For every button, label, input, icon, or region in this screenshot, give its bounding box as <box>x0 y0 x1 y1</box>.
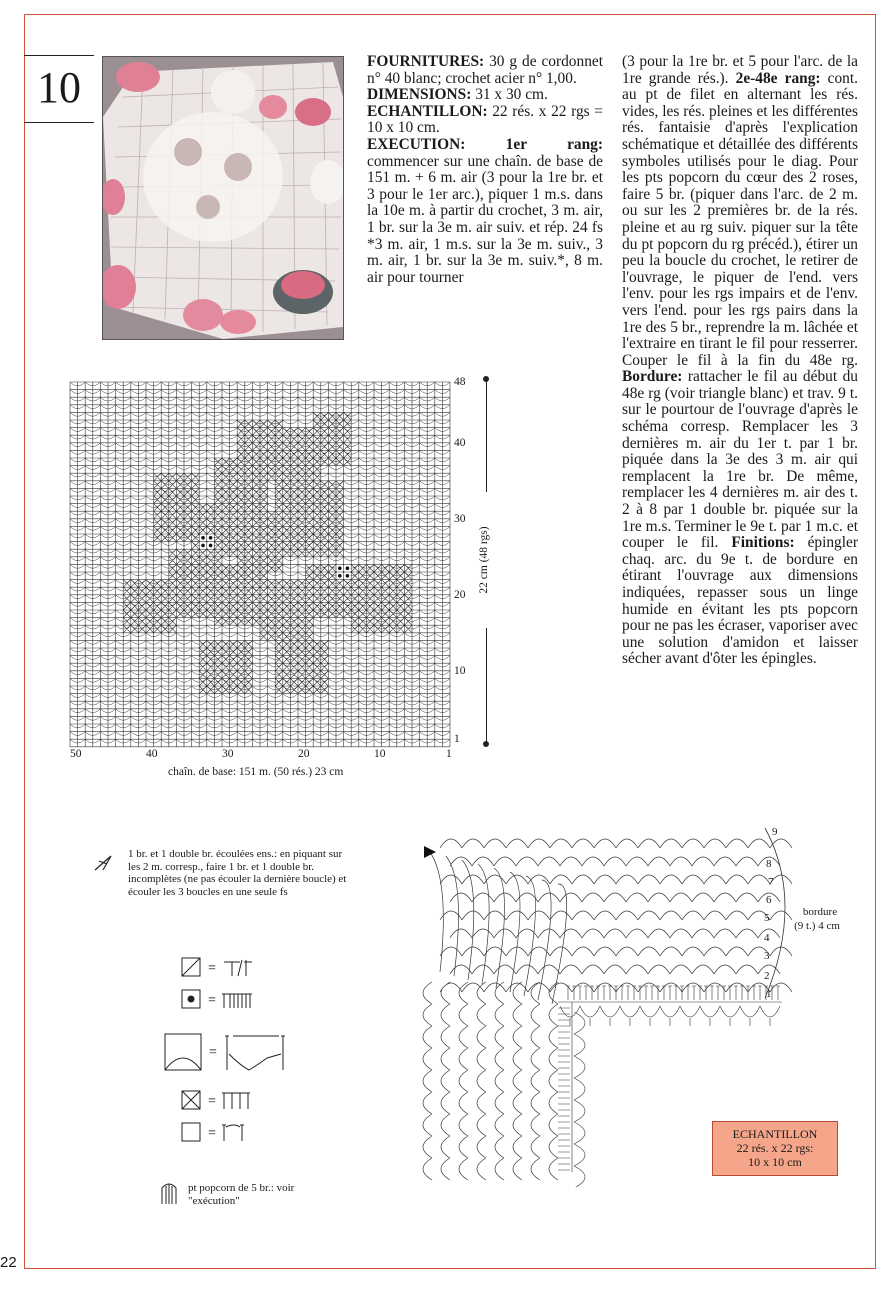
y-tick: 40 <box>454 437 466 449</box>
x-tick: 40 <box>146 748 158 760</box>
border-row-numbers <box>764 826 788 1006</box>
border-row-number: 8 <box>766 858 772 870</box>
dimension-dot-top <box>483 376 489 382</box>
legend-row-empty-square <box>180 1121 270 1143</box>
filet-chart <box>62 372 502 782</box>
legend-row-filled-square <box>180 1089 270 1111</box>
border-row-number: 6 <box>766 894 772 906</box>
svg-text:=: = <box>208 961 216 976</box>
y-tick: 48 <box>454 376 466 388</box>
page-number: 22 <box>0 1254 17 1271</box>
intro-text <box>367 54 603 286</box>
y-tick: 1 <box>454 733 460 745</box>
x-tick: 1 <box>446 748 452 760</box>
y-tick: 30 <box>454 513 466 525</box>
x-tick: 20 <box>298 748 310 760</box>
instr-part3: rattacher le fil au début du 48e rg (voir triangle blanc) et trav. 9 t. sur le pourtour de l'ouvrage d'après le schéma corresp. Remplacer les 3 dernières m. air du 1er t. par 1 br. piquée dans la 3e des 3 m. air qui remplacent la 1re br. De même, remplacer les 4 dernières m. air des t. 2 à 8 par 1 double br. piquée sur la 1re m.s. Terminer le 9e t. par 1 m.c. et couper le fil. <box>622 368 858 552</box>
y-tick: 20 <box>454 589 466 601</box>
supplies-text: 30 g de cordonnet n° 40 blanc; crochet acier n° 1,00. <box>367 53 603 87</box>
border-row-number: 3 <box>764 950 770 962</box>
gauge-label: ECHANTILLON: <box>367 102 488 120</box>
dimensions-label: DIMENSIONS: <box>367 86 472 104</box>
sample-line2: 10 x 10 cm <box>748 1155 802 1169</box>
instructions-column <box>622 54 858 668</box>
bordure-label <box>800 906 840 918</box>
pattern-number: 10 <box>37 63 81 112</box>
sample-title: ECHANTILLON <box>732 1127 818 1141</box>
border-row-number: 7 <box>768 876 774 888</box>
bordure-sub: (9 t.) 4 cm <box>794 920 840 932</box>
border-row-number: 1 <box>766 988 772 1000</box>
border-row-number: 9 <box>772 826 778 838</box>
bordure-title: bordure <box>802 906 838 918</box>
svg-text:=: = <box>208 1126 216 1141</box>
instr-part1: (3 pour la 1re br. et 5 pour l'arc. de la 1re grande rés.). <box>622 53 858 87</box>
x-tick: 30 <box>222 748 234 760</box>
gauge-text: 22 rés. x 22 rgs = 10 x 10 cm. <box>367 102 603 137</box>
x-tick: 10 <box>374 748 386 760</box>
border-label: Bordure: <box>622 368 683 386</box>
filet-chart-grid <box>62 372 502 782</box>
legend-note: 1 br. et 1 double br. écoulées ens.: en piquant sur les 2 m. corresp., faire 1 br. et 1 double br. incomplètes (ne pas écouler la dernière boucle) et écouler les 3 boucles en une seule fs <box>128 848 347 898</box>
instr-part2: cont. au pt de filet en alternant les rés. vides, les rés. pleines et les différentes rés. fantaisie d'après l'explication schématique et détaillée des différents symboles utilisés pour le diag. Pour les pts popcorn du cœur des 2 roses, faire 5 br. (piquer dans l'arc. de 2 m. ou sur les 2 premières br. de la rés. pleine et au rg suiv. piquer sur la tête du pt popcorn du rg précéd.), étirer un peu la boucle du crochet, le retirer de l'ouvrage, le piquer de l'end. vers l'env. pour les rgs impairs et de l'env. vers l'end. pour les rgs pairs dans la 1re des 5 br., reprendre la m. lâchée et l'extraire en tirant le fil pour resserrer. Couper le fil à la fin du 48e rg. <box>622 69 858 369</box>
legend-row-diagonal <box>180 956 270 978</box>
legend-row-large-mesh <box>163 1032 293 1076</box>
border-row-number: 4 <box>764 932 770 944</box>
y-tick: 10 <box>454 665 466 677</box>
popcorn-legend-text: pt popcorn de 5 br.: voir "exécution" <box>188 1182 295 1207</box>
dimensions-text: 31 x 30 cm. <box>471 86 548 104</box>
sample-box <box>712 1121 838 1176</box>
x-axis-labels <box>70 748 465 762</box>
height-label: 22 cm (48 rgs) <box>478 492 494 628</box>
svg-text:=: = <box>208 993 216 1008</box>
instr-part4: épingler chaq. arc. du 9e t. de bordure en étirant l'ouvrage aux dimensions indiquées, repasser sous un linge humide en évitant les pts popcorn pour ne pas les écraser, vaporiser avec une solution d'amidon et laisser sécher avant d'ôter les épingles. <box>622 534 858 668</box>
supplies-label: FOURNITURES: <box>367 53 485 70</box>
finishing-label: Finitions: <box>731 534 795 552</box>
decrease-symbol-icon <box>93 850 117 874</box>
rows-2-48-label: 2e-48e rang: <box>735 69 821 87</box>
svg-text:=: = <box>209 1045 217 1060</box>
border-row-number: 5 <box>764 912 770 924</box>
dimension-dot-bottom <box>483 741 489 747</box>
base-chain-caption: chaîn. de base: 151 m. (50 rés.) 23 cm <box>168 766 344 778</box>
popcorn-symbol-icon <box>158 1180 180 1206</box>
execution-text: commencer sur une chaîn. de base de 151 m. + 6 m. air (3 pour la 1re br. et 3 pour le 1er arc.), piquer 1 m.s. dans la 10e m. à partir du crochet, 3 m. air, 1 br. sur la 3e m. air suiv. et rép. 24 fs *3 m. air, 1 m.s. sur la 3e m. suiv., 3 m. air, 1 br. sur la 3e m. suiv.*, 8 m. air pour tourner <box>367 152 603 286</box>
legend-row-popcorn-square <box>180 988 270 1010</box>
sample-line1: 22 rés. x 22 rgs: <box>736 1141 814 1155</box>
doily-photo <box>102 56 344 340</box>
execution-label: EXECUTION: 1er rang: <box>367 135 603 153</box>
x-tick: 50 <box>70 748 82 760</box>
border-row-number: 2 <box>764 970 770 982</box>
svg-text:=: = <box>208 1094 216 1109</box>
